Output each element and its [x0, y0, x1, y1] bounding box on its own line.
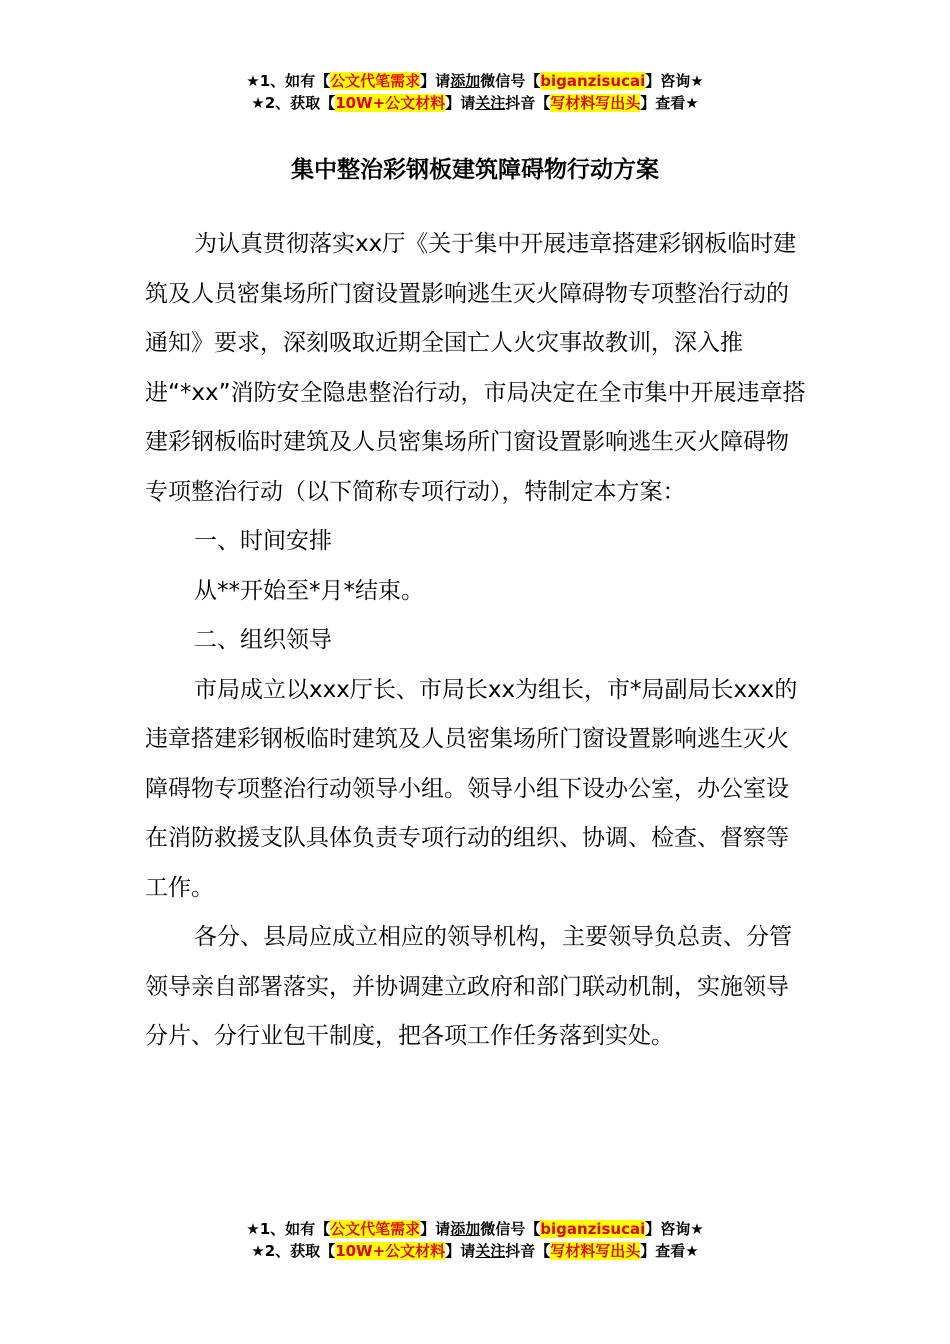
footer-promo	[0, 1218, 950, 1262]
paragraph-organization: 市局成立以xxx厅长、市局长xx为组长，市*局副局长xxx的违章搭建彩钢板临时建筑及人员密集场所门窗设置影响逃生灭火障碍物专项整治行动领导小组。领导小组下设办公室，办公室设在消防救援支队具体负责专项行动的组织、协调、检查、督察等工作。	[145, 676, 798, 901]
header-promo	[0, 70, 950, 114]
paragraph-responsibility: 各分、县局应成立相应的领导机构，主要领导负总责、分管领导亲自部署落实，并协调建立政府和部门联动机制，实施领导分片、分行业包干制度，把各项工作任务落到实处。	[145, 924, 792, 1049]
promo-line-1: ★1、如有【公文代笔需求】请添加微信号【biganzisucai】咨询★	[246, 72, 704, 90]
document-body	[145, 220, 810, 1062]
heading-organization: 二、组织领导	[194, 627, 332, 653]
paragraph-schedule: 从**开始至*月*结束。	[194, 577, 424, 604]
heading-schedule: 一、时间安排	[194, 528, 332, 554]
document-title: 集中整治彩钢板建筑障碍物行动方案	[291, 157, 659, 183]
promo-line-1: ★1、如有【公文代笔需求】请添加微信号【biganzisucai】咨询★	[246, 1220, 704, 1238]
promo-line-2: ★2、获取【10W+公文材料】请关注抖音【写材料写出头】查看★	[251, 1242, 699, 1260]
paragraph-intro: 为认真贯彻落实xx厅《关于集中开展违章搭建彩钢板临时建筑及人员密集场所门窗设置影响逃生灭火障碍物专项整治行动的通知》要求，深刻吸取近期全国亡人火灾事故教训，深入推进“*xx”消防安全隐患整治行动，市局决定在全市集中开展违章搭建彩钢板临时建筑及人员密集场所门窗设置影响逃生灭火障碍物专项整治行动（以下简称专项行动），特制定本方案：	[145, 231, 806, 505]
promo-line-2: ★2、获取【10W+公文材料】请关注抖音【写材料写出头】查看★	[251, 94, 699, 112]
